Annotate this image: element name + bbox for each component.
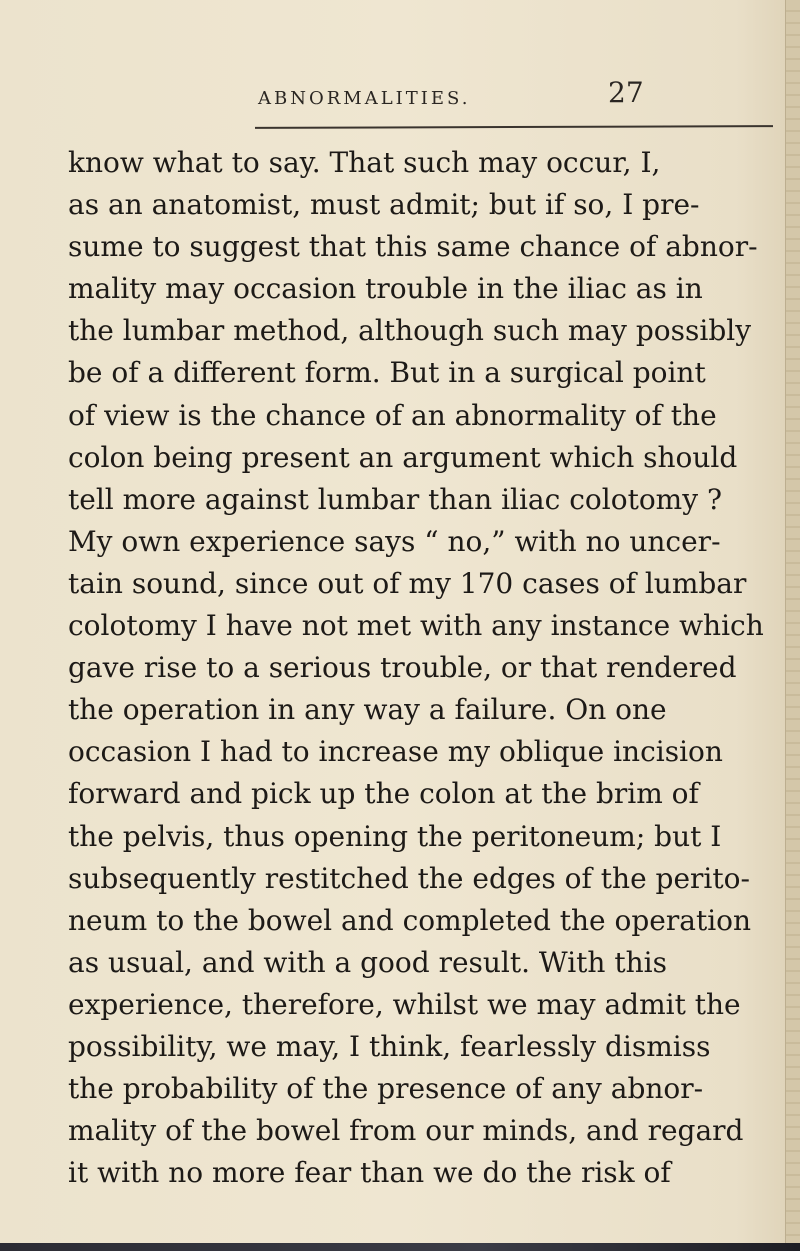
- text-line: be of a different form. But in a surgical point: [68, 356, 706, 390]
- book-cover-edge: [0, 1243, 800, 1251]
- text-line: know what to say. That such may occur, I,: [68, 146, 661, 179]
- text-line: the operation in any way a failure. On one: [68, 693, 667, 727]
- header-rule: [255, 125, 773, 129]
- text-line: the probability of the presence of any abnor-: [68, 1072, 704, 1106]
- text-line: My own experience says “ no,” with no uncer-: [68, 524, 721, 558]
- text-line: tain sound, since out of my 170 cases of lumbar: [68, 566, 747, 600]
- page-edge-right: [785, 0, 800, 1251]
- text-line: experience, therefore, whilst we may admit the: [68, 987, 741, 1021]
- text-line: forward and pick up the colon at the brim of: [68, 777, 699, 811]
- text-line: colotomy I have not met with any instance which: [68, 609, 764, 643]
- body-text: [68, 142, 788, 1194]
- text-line: mality may occasion trouble in the iliac as in: [68, 272, 703, 306]
- text-line: as an anatomist, must admit; but if so, I pre-: [68, 188, 700, 222]
- text-line: neum to the bowel and completed the operation: [68, 903, 752, 937]
- text-line: sume to suggest that this same chance of abnor-: [68, 230, 758, 264]
- text-line: colon being present an argument which should: [68, 440, 738, 474]
- page-number: 27: [608, 76, 644, 109]
- text-line: gave rise to a serious trouble, or that rendered: [68, 651, 737, 685]
- text-line: subsequently restitched the edges of the perito-: [68, 861, 750, 895]
- text-line: occasion I had to increase my oblique incision: [68, 735, 723, 769]
- text-line: mality of the bowel from our minds, and regard: [68, 1114, 744, 1148]
- text-line: it with no more fear than we do the risk of: [68, 1156, 671, 1190]
- text-line: as usual, and with a good result. With this: [68, 945, 667, 979]
- running-head: ABNORMALITIES.: [258, 88, 471, 109]
- text-line: the lumbar method, although such may possibly: [68, 314, 752, 348]
- text-line: possibility, we may, I think, fearlessly dismiss: [68, 1029, 711, 1063]
- text-line: of view is the chance of an abnormality of the: [68, 398, 717, 432]
- text-line: tell more against lumbar than iliac colotomy ?: [68, 482, 722, 516]
- text-line: the pelvis, thus opening the peritoneum; but I: [68, 819, 722, 853]
